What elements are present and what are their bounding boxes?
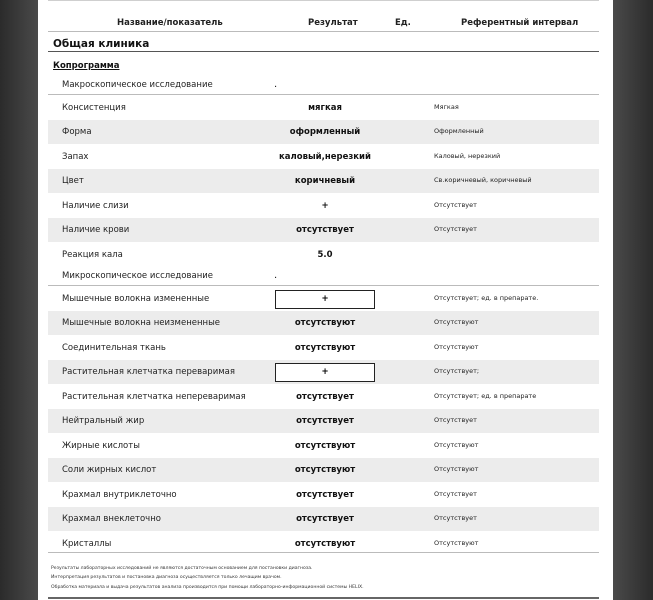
table-row — [48, 287, 599, 311]
window-frame-left — [0, 0, 38, 600]
row-name: Растительная клетчатка переваримая — [62, 367, 235, 377]
row-value: отсутствует — [296, 392, 354, 402]
row-value: отсутствуют — [294, 465, 356, 475]
row-reference: Отсутствуют — [434, 441, 479, 449]
row-value: 5.0 — [317, 250, 333, 260]
macro-heading-divider — [48, 94, 599, 95]
table-row — [48, 169, 599, 193]
window-frame-right — [613, 0, 653, 600]
row-name: Нейтральный жир — [62, 416, 145, 426]
row-reference: Отсутствует — [434, 225, 477, 233]
header-divider — [48, 31, 599, 32]
table-row — [48, 96, 599, 120]
row-value: отсутствуют — [294, 343, 356, 353]
table-row — [48, 243, 599, 267]
row-name: Запах — [62, 152, 89, 162]
section-title: Общая клиника — [53, 38, 150, 50]
table-row — [48, 120, 599, 144]
table-row — [48, 385, 599, 409]
row-value: + — [321, 294, 329, 304]
row-name: Цвет — [62, 176, 84, 186]
footer-note: Обработка материала и выдача результатов анализа производится при помощи лабораторно-информационной системы HELIX. — [51, 585, 364, 590]
micro-heading — [48, 265, 599, 286]
row-reference: Отсутствуют — [434, 465, 479, 473]
row-name: Наличие слизи — [62, 201, 129, 211]
row-name: Наличие крови — [62, 225, 130, 235]
row-reference: Отсутствует — [434, 201, 477, 209]
micro-heading-label: Микроскопическое исследование — [62, 271, 214, 281]
row-name: Мышечные волокна измененные — [62, 294, 210, 304]
row-name: Консистенция — [62, 103, 126, 113]
row-value: отсутствует — [296, 514, 354, 524]
row-value: + — [321, 201, 329, 211]
micro-heading-divider — [48, 285, 599, 286]
row-value: отсутствуют — [294, 441, 356, 451]
row-reference: Св.коричневый, коричневый — [434, 176, 532, 184]
row-reference: Отсутствуют — [434, 318, 479, 326]
table-row — [48, 483, 599, 507]
flagged-value-box — [275, 363, 375, 382]
table-bottom-divider — [48, 552, 599, 553]
row-reference: Отсутствует; ед. в препарате — [434, 392, 537, 400]
row-reference: Каловый, нерезкий — [434, 152, 501, 160]
row-name: Соединительная ткань — [62, 343, 166, 353]
row-reference: Отсутствует; ед. в препарате. — [434, 294, 539, 302]
row-name: Растительная клетчатка непереваримая — [62, 392, 246, 402]
row-value: отсутствует — [296, 490, 354, 500]
row-name: Кристаллы — [62, 539, 112, 549]
row-value: + — [321, 367, 329, 377]
row-name: Соли жирных кислот — [62, 465, 157, 475]
footer-note: Результаты лабораторных исследований не являются достаточным основанием для постановки диагноза. — [51, 566, 313, 571]
top-divider — [48, 0, 599, 1]
header-reference: Референтный интервал — [461, 18, 579, 28]
header-result: Результат — [308, 18, 358, 28]
lab-report-page — [38, 0, 613, 600]
table-row — [48, 336, 599, 360]
row-name: Мышечные волокна неизмененные — [62, 318, 221, 328]
header-name: Название/показатель — [117, 18, 223, 28]
row-value: коричневый — [294, 176, 356, 186]
flagged-value-box — [275, 290, 375, 309]
row-reference: Отсутствует; — [434, 367, 480, 375]
row-value: отсутствуют — [294, 318, 356, 328]
page-bottom-border — [48, 597, 599, 599]
table-row — [48, 507, 599, 531]
row-reference: Отсутствуют — [434, 343, 479, 351]
row-name: Крахмал внутриклеточно — [62, 490, 177, 500]
row-value: отсутствует — [296, 225, 354, 235]
row-reference: Отсутствует — [434, 514, 477, 522]
table-row — [48, 409, 599, 433]
micro-heading-mark: . — [274, 270, 278, 281]
table-row — [48, 360, 599, 384]
section-divider — [48, 51, 599, 52]
row-value: оформленный — [289, 127, 361, 137]
subsection-title: Копрограмма — [53, 61, 120, 71]
row-value: отсутствуют — [294, 539, 356, 549]
table-row — [48, 194, 599, 218]
header-unit: Ед. — [395, 18, 411, 28]
table-row — [48, 311, 599, 335]
row-reference: Отсутствует — [434, 416, 477, 424]
table-row — [48, 218, 599, 242]
footer-note: Интерпретация результатов и постановка диагноза осуществляется только лечащим врачом. — [51, 575, 282, 580]
row-reference: Мягкая — [434, 103, 459, 111]
row-name: Жирные кислоты — [62, 441, 140, 451]
row-value: отсутствует — [296, 416, 354, 426]
row-reference: Отсутствует — [434, 490, 477, 498]
row-value: каловый,нерезкий — [279, 152, 371, 162]
table-row — [48, 458, 599, 482]
row-reference: Оформленный — [434, 127, 484, 135]
macro-heading-mark: . — [274, 79, 278, 90]
row-value: мягкая — [308, 103, 342, 113]
macro-heading-label: Макроскопическое исследование — [62, 80, 213, 90]
row-reference: Отсутствуют — [434, 539, 479, 547]
row-name: Крахмал внеклеточно — [62, 514, 161, 524]
table-row — [48, 145, 599, 169]
row-name: Реакция кала — [62, 250, 123, 260]
row-name: Форма — [62, 127, 92, 137]
macro-heading — [48, 74, 599, 95]
table-row — [48, 434, 599, 458]
